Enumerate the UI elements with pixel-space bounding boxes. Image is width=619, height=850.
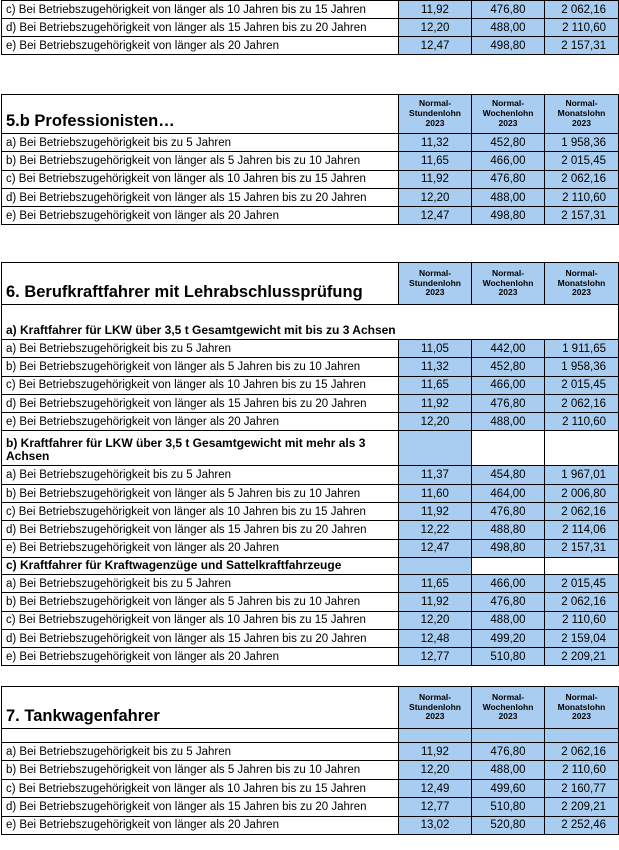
stundenlohn-value: 11,32 — [399, 134, 472, 152]
monatslohn-value: 2 110,60 — [545, 761, 619, 779]
section-title-7: 7. Tankwagenfahrer — [2, 687, 399, 729]
wochenlohn-value: 498,80 — [472, 37, 545, 55]
stundenlohn-value: 11,92 — [399, 1, 472, 19]
wochenlohn-value: 476,80 — [472, 1, 545, 19]
header-wochenlohn: Normal- Wochenlohn 2023 — [472, 95, 545, 134]
row-label: c) Bei Betriebszugehörigkeit von länger als 10 Jahren bis zu 15 Jahren — [2, 376, 399, 394]
table-row — [2, 188, 619, 206]
wochenlohn-value: 452,80 — [472, 358, 545, 376]
empty-cell — [472, 431, 545, 466]
wochenlohn-value: 488,80 — [472, 521, 545, 539]
header-wochenlohn: Normal- Wochenlohn 2023 — [472, 687, 545, 729]
stundenlohn-value: 12,77 — [399, 798, 472, 816]
stundenlohn-value: 11,92 — [399, 743, 472, 761]
table-row — [2, 816, 619, 834]
monatslohn-value: 1 958,36 — [545, 134, 619, 152]
wochenlohn-value: 476,80 — [472, 503, 545, 521]
stundenlohn-value: 11,65 — [399, 376, 472, 394]
row-label: b) Bei Betriebszugehörigkeit von länger als 5 Jahren bis zu 10 Jahren — [2, 152, 399, 170]
table-row — [2, 207, 619, 225]
row-label: a) Bei Betriebszugehörigkeit bis zu 5 Jahren — [2, 466, 399, 484]
row-label: c) Bei Betriebszugehörigkeit von länger als 10 Jahren bis zu 15 Jahren — [2, 611, 399, 629]
row-label: d) Bei Betriebszugehörigkeit von länger als 15 Jahren bis zu 20 Jahren — [2, 798, 399, 816]
row-label: b) Bei Betriebszugehörigkeit von länger als 5 Jahren bis zu 10 Jahren — [2, 484, 399, 502]
monatslohn-value: 2 015,45 — [545, 376, 619, 394]
row-label: b) Bei Betriebszugehörigkeit von länger als 5 Jahren bis zu 10 Jahren — [2, 593, 399, 611]
wochenlohn-value: 510,80 — [472, 648, 545, 666]
table-section-5a-continued — [1, 0, 619, 55]
monatslohn-value: 2 062,16 — [545, 170, 619, 188]
table-row — [2, 152, 619, 170]
row-label: e) Bei Betriebszugehörigkeit von länger als 20 Jahren — [2, 648, 399, 666]
stundenlohn-value: 11,32 — [399, 358, 472, 376]
table-section-7 — [1, 686, 619, 835]
monatslohn-value: 2 062,16 — [545, 743, 619, 761]
row-label: d) Bei Betriebszugehörigkeit von länger als 15 Jahren bis zu 20 Jahren — [2, 19, 399, 37]
wochenlohn-value: 476,80 — [472, 743, 545, 761]
empty-cell — [472, 729, 545, 743]
table-row — [2, 134, 619, 152]
stundenlohn-value: 12,47 — [399, 37, 472, 55]
stundenlohn-value: 12,49 — [399, 779, 472, 797]
monatslohn-value: 2 209,21 — [545, 648, 619, 666]
monatslohn-value: 2 015,45 — [545, 574, 619, 592]
stundenlohn-value: 12,48 — [399, 629, 472, 647]
row-label: c) Bei Betriebszugehörigkeit von länger als 10 Jahren bis zu 15 Jahren — [2, 1, 399, 19]
row-label: e) Bei Betriebszugehörigkeit von länger als 20 Jahren — [2, 37, 399, 55]
wochenlohn-value: 476,80 — [472, 170, 545, 188]
row-label: d) Bei Betriebszugehörigkeit von länger als 15 Jahren bis zu 20 Jahren — [2, 629, 399, 647]
stundenlohn-value: 12,47 — [399, 539, 472, 557]
empty-cell — [545, 557, 619, 574]
empty-cell — [2, 729, 399, 743]
wochenlohn-value: 476,80 — [472, 394, 545, 412]
empty-cell — [545, 431, 619, 466]
wochenlohn-value: 498,80 — [472, 539, 545, 557]
stundenlohn-value: 11,92 — [399, 170, 472, 188]
empty-cell — [472, 557, 545, 574]
wochenlohn-value: 488,00 — [472, 611, 545, 629]
stundenlohn-value: 12,20 — [399, 413, 472, 431]
row-label: b) Bei Betriebszugehörigkeit von länger als 5 Jahren bis zu 10 Jahren — [2, 358, 399, 376]
table-section-6 — [1, 262, 619, 666]
table-row — [2, 521, 619, 539]
monatslohn-value: 2 160,77 — [545, 779, 619, 797]
header-wochenlohn: Normal- Wochenlohn 2023 — [472, 263, 545, 305]
row-label: b) Bei Betriebszugehörigkeit von länger als 5 Jahren bis zu 10 Jahren — [2, 761, 399, 779]
stundenlohn-value: 12,20 — [399, 188, 472, 206]
row-label: d) Bei Betriebszugehörigkeit von länger als 15 Jahren bis zu 20 Jahren — [2, 521, 399, 539]
stundenlohn-value: 12,22 — [399, 521, 472, 539]
wochenlohn-value: 464,00 — [472, 484, 545, 502]
wochenlohn-value: 499,60 — [472, 779, 545, 797]
header-monatslohn: Normal- Monatslohn 2023 — [545, 263, 619, 305]
stundenlohn-value: 11,92 — [399, 394, 472, 412]
monatslohn-value: 2 157,31 — [545, 37, 619, 55]
header-monatslohn: Normal- Monatslohn 2023 — [545, 687, 619, 729]
monatslohn-value: 2 015,45 — [545, 152, 619, 170]
monatslohn-value: 2 110,60 — [545, 188, 619, 206]
monatslohn-value: 1 958,36 — [545, 358, 619, 376]
table-row — [2, 743, 619, 761]
empty-cell — [399, 431, 472, 466]
stundenlohn-value: 12,20 — [399, 19, 472, 37]
stundenlohn-value: 11,37 — [399, 466, 472, 484]
table-row — [2, 413, 619, 431]
monatslohn-value: 2 209,21 — [545, 798, 619, 816]
header-stundenlohn: Normal- Stundenlohn 2023 — [399, 687, 472, 729]
wochenlohn-value: 488,00 — [472, 413, 545, 431]
stundenlohn-value: 11,05 — [399, 340, 472, 358]
row-label: d) Bei Betriebszugehörigkeit von länger als 15 Jahren bis zu 20 Jahren — [2, 394, 399, 412]
row-label: e) Bei Betriebszugehörigkeit von länger als 20 Jahren — [2, 816, 399, 834]
monatslohn-value: 2 114,06 — [545, 521, 619, 539]
section-title-6: 6. Berufkraftfahrer mit Lehrabschlussprüfung — [2, 263, 399, 305]
wochenlohn-value: 466,00 — [472, 376, 545, 394]
table-row — [2, 340, 619, 358]
table-row — [2, 798, 619, 816]
table-row — [2, 779, 619, 797]
row-label: a) Bei Betriebszugehörigkeit bis zu 5 Jahren — [2, 743, 399, 761]
monatslohn-value: 1 967,01 — [545, 466, 619, 484]
wochenlohn-value: 442,00 — [472, 340, 545, 358]
row-label: c) Bei Betriebszugehörigkeit von länger als 10 Jahren bis zu 15 Jahren — [2, 170, 399, 188]
monatslohn-value: 2 110,60 — [545, 19, 619, 37]
subsection-heading-6c: c) Kraftfahrer für Kraftwagenzüge und Sattelkraftfahrzeuge — [2, 557, 399, 574]
stundenlohn-value: 12,77 — [399, 648, 472, 666]
monatslohn-value: 2 062,16 — [545, 1, 619, 19]
section-title-5b: 5.b Professionisten… — [2, 95, 399, 134]
header-stundenlohn: Normal- Stundenlohn 2023 — [399, 263, 472, 305]
row-label: a) Bei Betriebszugehörigkeit bis zu 5 Jahren — [2, 574, 399, 592]
table-row — [2, 648, 619, 666]
monatslohn-value: 2 062,16 — [545, 593, 619, 611]
table-row — [2, 19, 619, 37]
table-row — [2, 761, 619, 779]
table-row — [2, 611, 619, 629]
table-row — [2, 574, 619, 592]
monatslohn-value: 2 159,04 — [545, 629, 619, 647]
table-row — [2, 358, 619, 376]
monatslohn-value: 1 911,65 — [545, 340, 619, 358]
row-label: e) Bei Betriebszugehörigkeit von länger als 20 Jahren — [2, 539, 399, 557]
table-row — [2, 394, 619, 412]
monatslohn-value: 2 110,60 — [545, 413, 619, 431]
wochenlohn-value: 498,80 — [472, 207, 545, 225]
wochenlohn-value: 452,80 — [472, 134, 545, 152]
table-row — [2, 466, 619, 484]
row-label: a) Bei Betriebszugehörigkeit bis zu 5 Jahren — [2, 134, 399, 152]
table-row — [2, 376, 619, 394]
empty-cell — [399, 729, 472, 743]
stundenlohn-value: 12,20 — [399, 761, 472, 779]
table-row — [2, 1, 619, 19]
wochenlohn-value: 520,80 — [472, 816, 545, 834]
monatslohn-value: 2 062,16 — [545, 394, 619, 412]
stundenlohn-value: 12,20 — [399, 611, 472, 629]
wochenlohn-value: 476,80 — [472, 593, 545, 611]
wochenlohn-value: 510,80 — [472, 798, 545, 816]
stundenlohn-value: 11,60 — [399, 484, 472, 502]
row-label: e) Bei Betriebszugehörigkeit von länger als 20 Jahren — [2, 413, 399, 431]
table-row — [2, 539, 619, 557]
subsection-heading-6a: a) Kraftfahrer für LKW über 3,5 t Gesamtgewicht mit bis zu 3 Achsen — [2, 305, 619, 340]
stundenlohn-value: 12,47 — [399, 207, 472, 225]
table-row — [2, 629, 619, 647]
stundenlohn-value: 11,65 — [399, 574, 472, 592]
header-monatslohn: Normal- Monatslohn 2023 — [545, 95, 619, 134]
monatslohn-value: 2 157,31 — [545, 207, 619, 225]
stundenlohn-value: 13,02 — [399, 816, 472, 834]
stundenlohn-value: 11,92 — [399, 593, 472, 611]
stundenlohn-value: 11,65 — [399, 152, 472, 170]
stundenlohn-value: 11,92 — [399, 503, 472, 521]
empty-cell — [399, 557, 472, 574]
row-label: a) Bei Betriebszugehörigkeit bis zu 5 Jahren — [2, 340, 399, 358]
table-row — [2, 484, 619, 502]
wochenlohn-value: 466,00 — [472, 574, 545, 592]
table-row — [2, 503, 619, 521]
empty-cell — [545, 729, 619, 743]
wochenlohn-value: 488,00 — [472, 19, 545, 37]
subsection-heading-6b: b) Kraftfahrer für LKW über 3,5 t Gesamtgewicht mit mehr als 3 Achsen — [2, 431, 399, 466]
table-row — [2, 37, 619, 55]
wochenlohn-value: 499,20 — [472, 629, 545, 647]
table-row — [2, 593, 619, 611]
row-label: c) Bei Betriebszugehörigkeit von länger als 10 Jahren bis zu 15 Jahren — [2, 503, 399, 521]
monatslohn-value: 2 006,80 — [545, 484, 619, 502]
header-stundenlohn: Normal- Stundenlohn 2023 — [399, 95, 472, 134]
monatslohn-value: 2 252,46 — [545, 816, 619, 834]
table-section-5b — [1, 94, 619, 225]
wochenlohn-value: 488,00 — [472, 761, 545, 779]
row-label: e) Bei Betriebszugehörigkeit von länger als 20 Jahren — [2, 207, 399, 225]
wochenlohn-value: 488,00 — [472, 188, 545, 206]
monatslohn-value: 2 110,60 — [545, 611, 619, 629]
wochenlohn-value: 454,80 — [472, 466, 545, 484]
row-label: c) Bei Betriebszugehörigkeit von länger als 10 Jahren bis zu 15 Jahren — [2, 779, 399, 797]
monatslohn-value: 2 157,31 — [545, 539, 619, 557]
monatslohn-value: 2 062,16 — [545, 503, 619, 521]
wochenlohn-value: 466,00 — [472, 152, 545, 170]
table-row — [2, 170, 619, 188]
row-label: d) Bei Betriebszugehörigkeit von länger als 15 Jahren bis zu 20 Jahren — [2, 188, 399, 206]
